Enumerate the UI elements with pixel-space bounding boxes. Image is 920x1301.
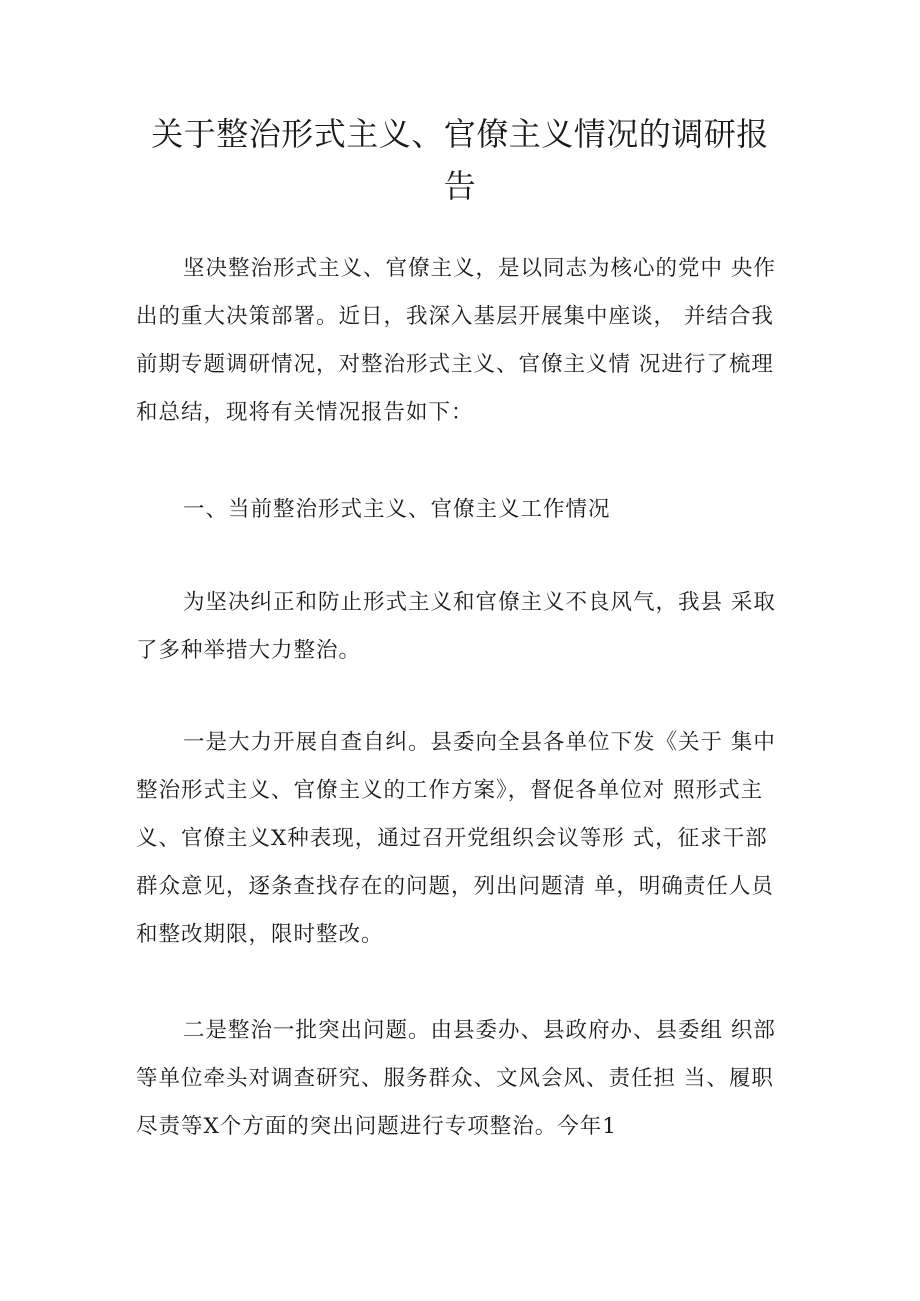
paragraph-line: 出的重大决策部署。近日，我深入基层开展集中座谈， 并结合我	[136, 304, 774, 329]
document-title	[130, 108, 790, 212]
section-heading-text: 一、当前整治形式主义、官僚主义工作情况	[183, 497, 611, 522]
section-heading	[136, 486, 796, 534]
paragraph-line: 群众意见，逐条查找存在的问题，列出问题清 单，明确责任人员	[136, 874, 774, 899]
paragraph-line: 二是整治一批突出问题。由县委办、县政府办、县委组 织部	[183, 1018, 776, 1043]
paragraph-line: 义、官僚主义X种表现，通过召开党组织会议等形 式，征求干部	[136, 826, 768, 851]
intro-paragraph	[136, 245, 796, 437]
title-line: 告	[443, 167, 477, 205]
paragraph-line: 为坚决纠正和防止形式主义和官僚主义不良风气，我县 采取	[183, 590, 776, 615]
self-inspection-paragraph	[136, 719, 796, 959]
paragraph-line: 和整改期限，限时整改。	[136, 922, 384, 947]
paragraph-line: 等单位牵头对调查研究、服务群众、文风会风、责任担 当、履职	[136, 1066, 774, 1091]
paragraph-line: 前期专题调研情况，对整治形式主义、官僚主义情 况进行了梳理	[136, 352, 774, 377]
paragraph-line: 和总结，现将有关情况报告如下：	[136, 400, 474, 425]
paragraph-line: 坚决整治形式主义、官僚主义，是以同志为核心的党中 央作	[183, 256, 776, 281]
paragraph-line: 一是大力开展自查自纠。县委向全县各单位下发《关于 集中	[183, 730, 776, 755]
title-line: 关于整治形式主义、官僚主义情况的调研报	[151, 115, 769, 153]
measures-paragraph	[136, 579, 796, 675]
paragraph-line: 尽责等X个方面的突出问题进行专项整治。今年1	[136, 1114, 617, 1139]
paragraph-line: 了多种举措大力整治。	[136, 638, 362, 663]
rectification-paragraph	[136, 1007, 796, 1151]
paragraph-line: 整治形式主义、官僚主义的工作方案》，督促各单位对 照形式主	[136, 778, 764, 803]
